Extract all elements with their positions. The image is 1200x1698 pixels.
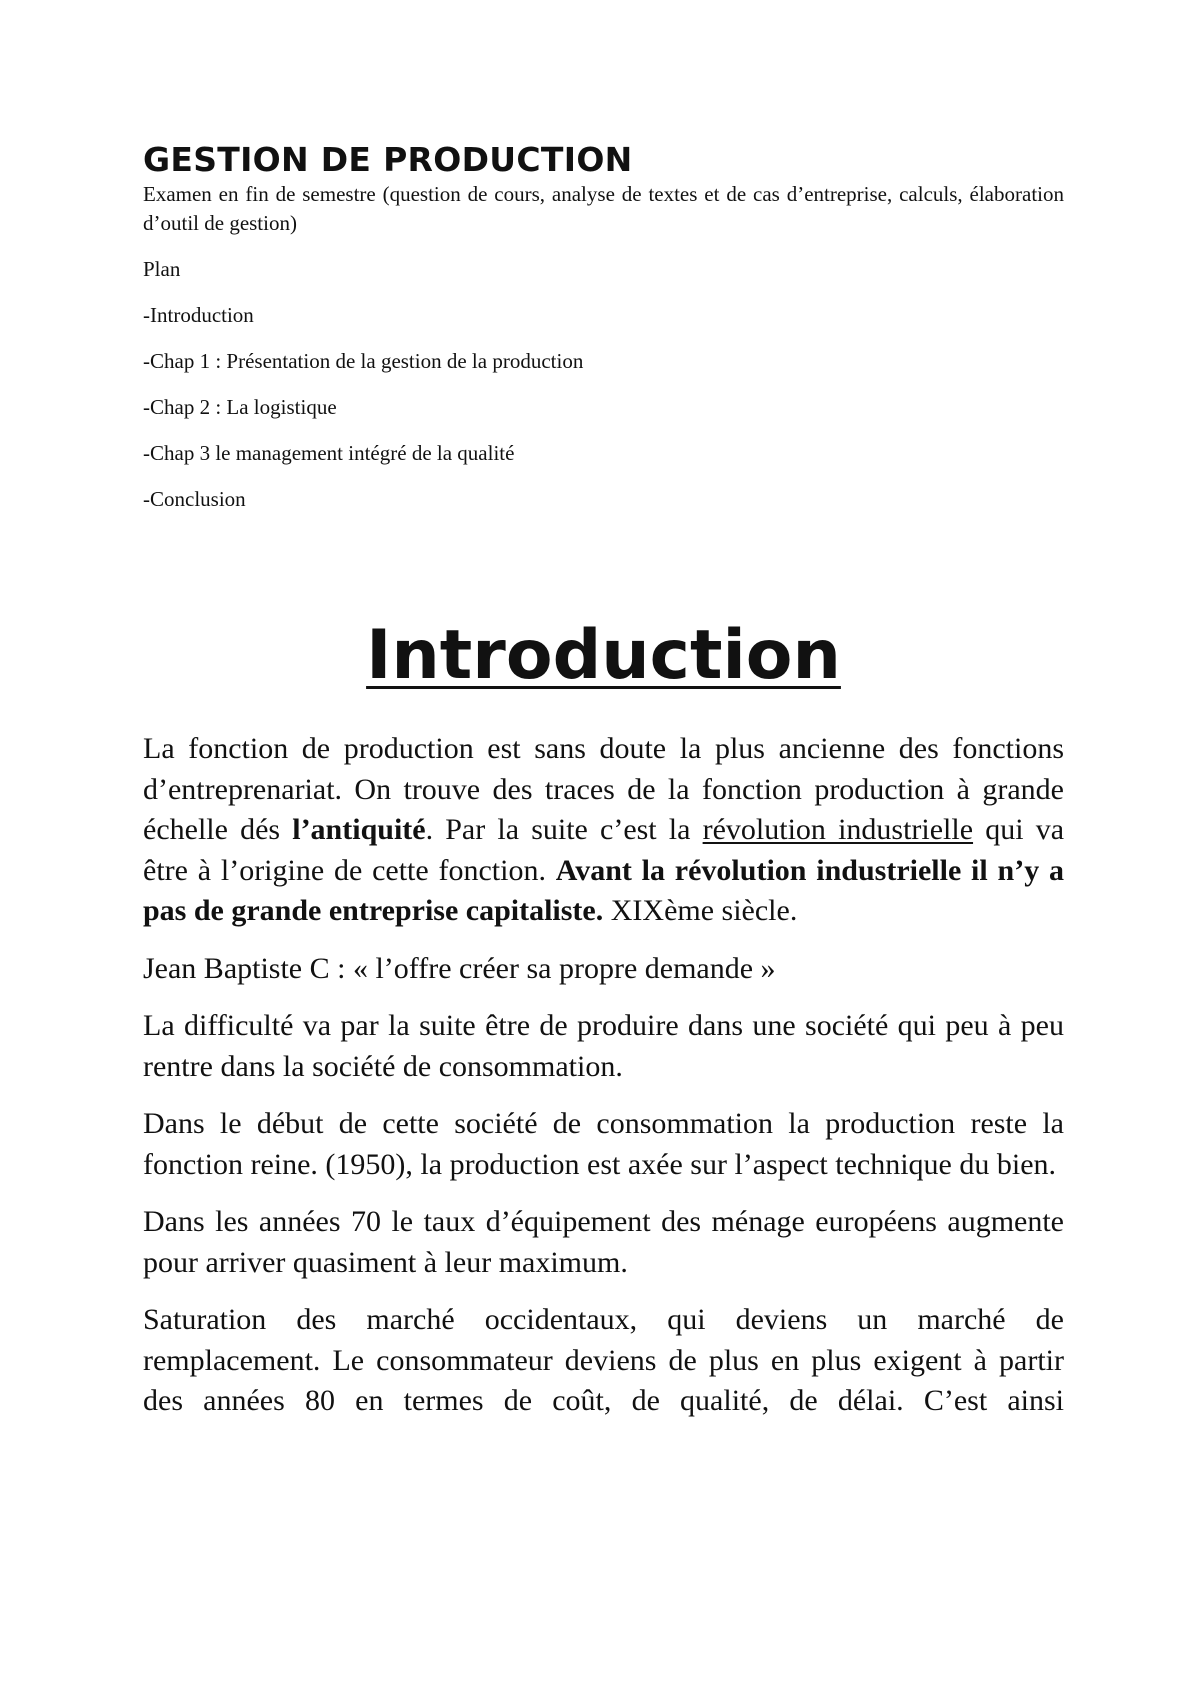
intro-paragraph-5: Dans les années 70 le taux d’équipement des ménage européens augmente pour arriver quasiment à leur maximum.	[143, 1205, 1064, 1279]
intro-p1-text-3: qui va être à l’origine de cette fonction.	[143, 813, 1065, 887]
plan-label: Plan	[143, 257, 181, 281]
plan-section	[143, 255, 1064, 514]
intro-p1-underline-revolution: révolution industrielle	[702, 813, 974, 846]
introduction-heading: Introduction	[366, 616, 841, 695]
intro-p1-text-1: La fonction de production est sans doute la plus ancienne des fonctions d’entreprenariat. On trouve des traces de la fonction production à grande échelle dés	[143, 732, 1064, 846]
intro-p1-bold-antiquite: l’antiquité	[292, 813, 426, 846]
exam-description: Examen en fin de semestre (question de cours, analyse de textes et de cas d’entreprise, calculs, élaboration d’outil de gestion)	[143, 182, 1064, 235]
intro-paragraph-6: Saturation des marché occidentaux, qui deviens un marché de remplacement. Le consommateur deviens de plus en plus exigent à partir des années 80 en termes de coût, de qualité, de délai. C’est ainsi	[143, 1303, 1064, 1417]
document-title: GESTION DE PRODUCTION	[143, 140, 633, 179]
document-page	[143, 140, 1064, 1422]
plan-item-introduction: -Introduction	[143, 303, 254, 327]
intro-p1-text-4: XIXème siècle.	[603, 894, 798, 927]
intro-paragraph-4: Dans le début de cette société de consommation la production reste la fonction reine. (1950), la production est axée sur l’aspect technique du bien.	[143, 1107, 1064, 1181]
intro-paragraph-1	[143, 729, 1064, 932]
intro-p1-text-2: . Par la suite c’est la	[425, 813, 703, 846]
plan-item-conclusion: -Conclusion	[143, 487, 246, 511]
intro-paragraph-2: Jean Baptiste C : « l’offre créer sa propre demande »	[143, 951, 776, 985]
plan-item-chap-1: -Chap 1 : Présentation de la gestion de la production	[143, 349, 584, 373]
plan-item-chap-3: -Chap 3 le management intégré de la qualité	[143, 441, 515, 465]
intro-paragraph-3: La difficulté va par la suite être de produire dans une société qui peu à peu rentre dans la société de consommation.	[143, 1009, 1064, 1083]
plan-item-chap-2: -Chap 2 : La logistique	[143, 395, 337, 419]
intro-p1-bold-statement: Avant la révolution industrielle il n’y a pas de grande entreprise capitaliste.	[143, 853, 1064, 927]
